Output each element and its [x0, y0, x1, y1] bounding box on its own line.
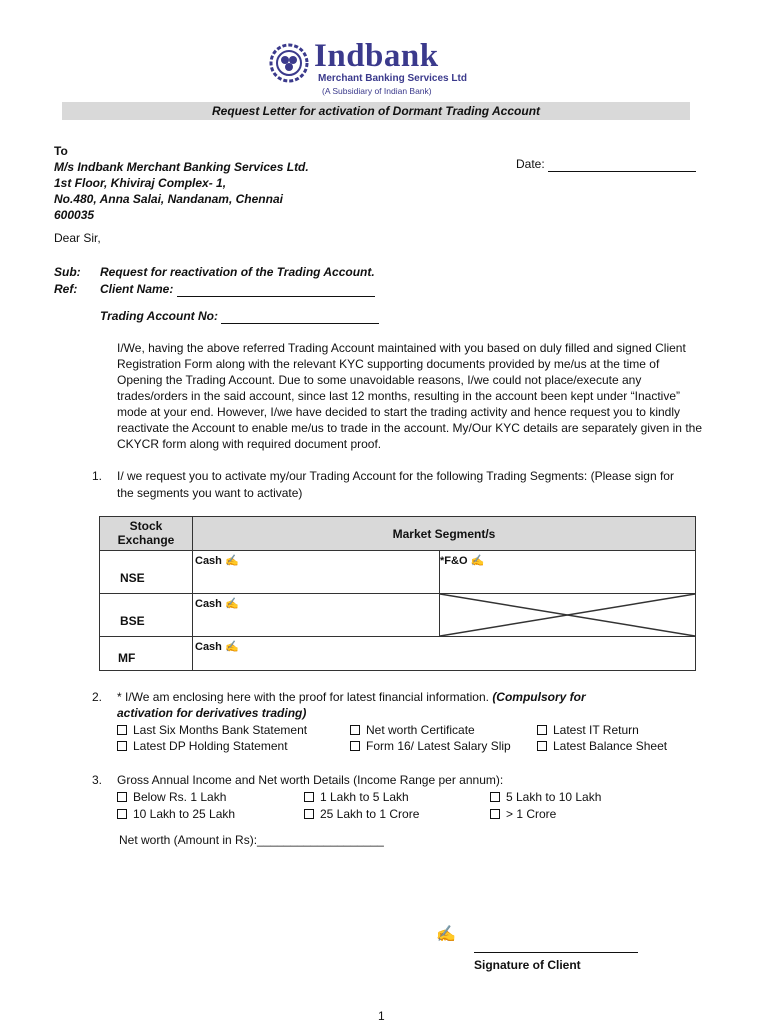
net-worth-field[interactable]: Net worth (Amount in Rs):___________________ — [119, 833, 384, 847]
checkbox-5-to-10-lakh[interactable]: 5 Lakh to 10 Lakh — [490, 789, 601, 805]
checkbox-icon[interactable] — [117, 741, 127, 751]
trading-account-field[interactable] — [100, 308, 379, 324]
table-row — [100, 637, 696, 671]
item-3-number: 3. — [92, 773, 103, 787]
sign-icon: ✍ — [224, 555, 239, 567]
item-1-line-1: I/ we request you to activate my/our Trading Account for the following Trading Segments: (Please sign for — [117, 469, 674, 483]
client-name-field[interactable] — [100, 281, 375, 297]
checkbox-dp-holding[interactable]: Latest DP Holding Statement — [117, 738, 288, 754]
segments-table — [99, 516, 696, 671]
exchange-header-line-2: Exchange — [117, 533, 175, 547]
checkbox-icon[interactable] — [117, 725, 127, 735]
exchange-header — [100, 517, 193, 551]
address-line-1: M/s Indbank Merchant Banking Services Ltd. — [54, 160, 309, 174]
item-2-text: * I/We am enclosing here with the proof for latest financial information. (Compulsory for — [117, 690, 586, 704]
checkbox-25-lakh-to-1-crore[interactable]: 25 Lakh to 1 Crore — [304, 806, 419, 822]
checkbox-icon[interactable] — [537, 725, 547, 735]
checkbox-above-1-crore[interactable]: > 1 Crore — [490, 806, 556, 822]
checkbox-icon[interactable] — [304, 809, 314, 819]
sign-icon: ✍ — [436, 926, 456, 943]
table-row — [100, 594, 696, 637]
item-2-number: 2. — [92, 690, 103, 704]
date-label: Date: — [516, 157, 545, 171]
checkbox-icon[interactable] — [490, 792, 500, 802]
address-line-4: 600035 — [54, 208, 95, 222]
page-title: Request Letter for activation of Dormant Trading Account — [211, 104, 541, 118]
indbank-emblem-icon — [268, 42, 310, 84]
checkbox-balance-sheet[interactable]: Latest Balance Sheet — [537, 738, 667, 754]
exchange-cell-bse: BSE — [100, 594, 193, 637]
bse-fo-disabled-cell — [440, 594, 696, 637]
sign-icon: ✍ — [470, 555, 485, 567]
brand-subtitle: Merchant Banking Services Ltd — [318, 73, 467, 84]
ref-label: Ref: — [54, 282, 78, 296]
checkbox-icon[interactable] — [537, 741, 547, 751]
bse-cash-cell[interactable]: Cash ✍ — [193, 594, 440, 637]
brand-name: Indbank — [314, 38, 439, 74]
sign-icon: ✍ — [224, 641, 239, 653]
indbank-logo — [268, 40, 468, 96]
mf-cash-cell[interactable]: Cash ✍ — [193, 637, 696, 671]
checkbox-icon[interactable] — [350, 725, 360, 735]
date-field[interactable] — [516, 156, 696, 172]
checkbox-bank-statement[interactable]: Last Six Months Bank Statement — [117, 722, 307, 738]
signature-label: Signature of Client — [474, 958, 581, 972]
page-number: 1 — [378, 1009, 385, 1023]
salutation: Dear Sir, — [54, 231, 101, 245]
market-segment-header: Market Segment/s — [193, 517, 696, 551]
title-bar — [62, 102, 690, 120]
trading-account-blank[interactable] — [221, 323, 379, 324]
body-paragraph: I/We, having the above referred Trading Account maintained with you based on duly filled and signed Client Registration Form along with the relevant KYC supporting documents provided by me/us at the time of Opening the Trading Account. Due to some unavoidable reasons, I/we could not place/execute any trades/orders in the said account, since last 12 months, resulting in the account been kept under “Inactive” mode at your end. However, I/we have decided to start the trading activity and hence request you to kindly reactivate the Account to enable me/us to trade in the account. My/Our KYC details are separately given in the CKYCR form along with required document proof. — [117, 341, 702, 451]
to-label: To — [54, 144, 68, 158]
checkbox-icon[interactable] — [350, 741, 360, 751]
date-blank[interactable] — [548, 171, 696, 172]
sign-icon: ✍ — [224, 598, 239, 610]
signature-line[interactable] — [474, 952, 638, 953]
trading-account-label: Trading Account No: — [100, 309, 218, 323]
table-row — [100, 551, 696, 594]
checkbox-icon[interactable] — [490, 809, 500, 819]
checkbox-net-worth-certificate[interactable]: Net worth Certificate — [350, 722, 475, 738]
item-2-text-line-2: activation for derivatives trading) — [117, 706, 307, 720]
exchange-cell-nse: NSE — [100, 551, 193, 594]
table-header-row — [100, 517, 696, 551]
checkbox-icon[interactable] — [117, 792, 127, 802]
address-line-2: 1st Floor, Khiviraj Complex- 1, — [54, 176, 227, 190]
nse-cash-cell[interactable]: Cash ✍ — [193, 551, 440, 594]
item-3-text: Gross Annual Income and Net worth Details (Income Range per annum): — [117, 773, 504, 787]
checkbox-icon[interactable] — [304, 792, 314, 802]
checkbox-it-return[interactable]: Latest IT Return — [537, 722, 639, 738]
exchange-header-line-1: Stock — [129, 519, 163, 533]
sub-text: Request for reactivation of the Trading Account. — [100, 265, 375, 279]
brand-subsidiary: (A Subsidiary of Indian Bank) — [322, 86, 432, 96]
sub-label: Sub: — [54, 265, 81, 279]
checkbox-1-to-5-lakh[interactable]: 1 Lakh to 5 Lakh — [304, 789, 409, 805]
checkbox-10-to-25-lakh[interactable]: 10 Lakh to 25 Lakh — [117, 806, 235, 822]
exchange-cell-mf: MF — [100, 637, 193, 671]
cross-out-icon — [440, 594, 695, 636]
checkbox-form16[interactable]: Form 16/ Latest Salary Slip — [350, 738, 511, 754]
address-line-3: No.480, Anna Salai, Nandanam, Chennai — [54, 192, 283, 206]
client-name-blank[interactable] — [177, 296, 375, 297]
client-name-label: Client Name: — [100, 282, 174, 296]
item-1-line-2: the segments you want to activate) — [117, 486, 303, 500]
checkbox-icon[interactable] — [117, 809, 127, 819]
item-1-number: 1. — [92, 469, 103, 483]
nse-fo-cell[interactable]: *F&O ✍ — [440, 551, 696, 594]
checkbox-below-1-lakh[interactable]: Below Rs. 1 Lakh — [117, 789, 226, 805]
